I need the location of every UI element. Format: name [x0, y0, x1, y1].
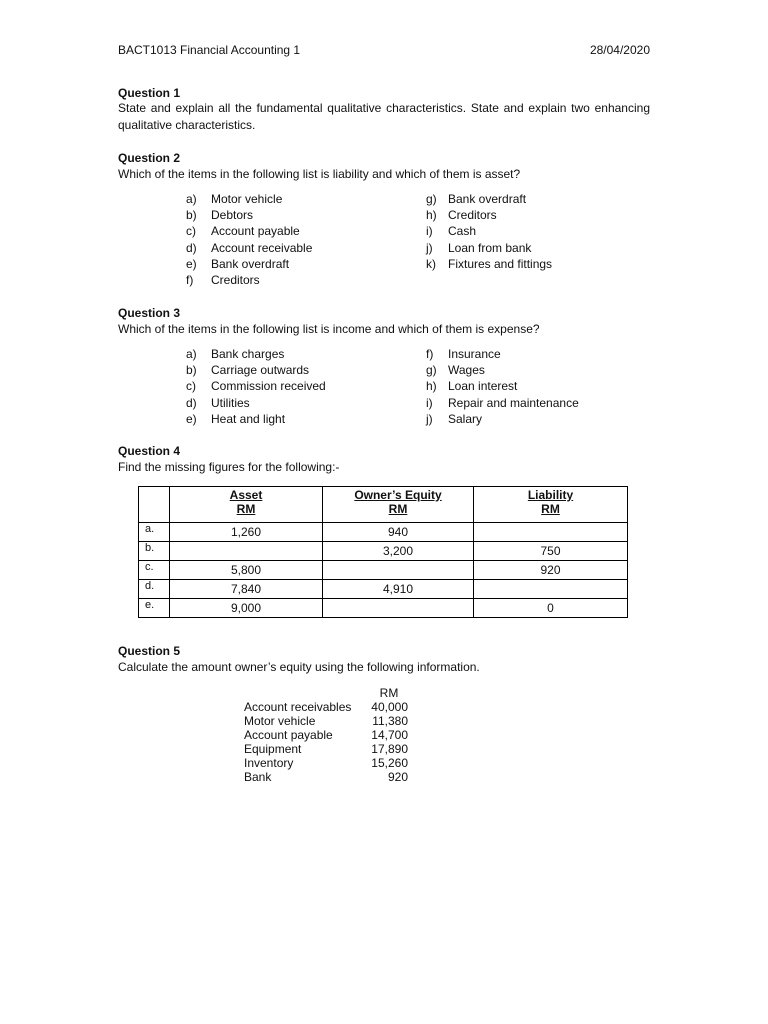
list-item: i) Cash: [426, 224, 477, 239]
owner-equity-info-list: [244, 686, 412, 784]
list-item: c) Commission received: [186, 379, 326, 394]
table-row: b. 3,200 750: [139, 542, 628, 561]
question-1-title: Question 1: [118, 86, 181, 100]
liability-header: Liability RM: [474, 487, 628, 523]
list-item: Inventory 15,260: [244, 756, 408, 770]
question-2-text: Which of the items in the following list is liability and which of them is asset?: [118, 167, 521, 181]
unit-row: RM: [379, 686, 399, 700]
list-item: Motor vehicle 11,380: [244, 714, 408, 728]
question-2-list-right: [426, 191, 552, 272]
question-3-title: Question 3: [118, 306, 181, 320]
list-item: e) Heat and light: [186, 411, 286, 426]
list-item: j) Salary: [426, 411, 483, 426]
list-item: g) Wages: [426, 363, 485, 378]
table-row: c. 5,800 920: [139, 561, 628, 580]
label-header-cell: [139, 487, 170, 523]
list-item: f) Insurance: [426, 347, 501, 361]
equity-header: Owner’s Equity RM: [323, 487, 474, 523]
list-item: c) Account payable: [186, 224, 300, 239]
question-3-list-left: [186, 346, 326, 427]
list-item: d) Account receivable: [186, 240, 313, 255]
table-row: a. 1,260 940: [139, 523, 628, 542]
table-header-row: [139, 487, 628, 523]
course-header: BACT1013 Financial Accounting 1: [118, 43, 301, 57]
list-item: Bank 920: [244, 770, 408, 784]
list-item: b) Debtors: [186, 208, 254, 223]
question-2-list-left: [186, 191, 312, 288]
question-4-text: Find the missing figures for the following:-: [118, 460, 340, 474]
list-item: Equipment 17,890: [244, 742, 408, 756]
list-item: h) Loan interest: [426, 379, 518, 394]
list-item: d) Utilities: [186, 395, 250, 410]
question-5-text: Calculate the amount owner’s equity using the following information.: [118, 660, 480, 674]
list-item: k) Fixtures and fittings: [426, 256, 553, 271]
question-4-title: Question 4: [118, 444, 181, 458]
question-5-title: Question 5: [118, 644, 181, 658]
table-row: e. 9,000 0: [139, 599, 628, 618]
list-item: a) Motor vehicle: [186, 192, 283, 206]
question-1-text: State and explain all the fundamental qualitative characteristics. State and explain two enhancing qualitative characteristics.: [118, 101, 650, 132]
list-item: h) Creditors: [426, 208, 497, 223]
question-3-list-right: [426, 346, 579, 427]
question-2-title: Question 2: [118, 151, 181, 165]
date-header: 28/04/2020: [589, 43, 650, 57]
missing-figures-table: [138, 486, 628, 618]
list-item: b) Carriage outwards: [186, 363, 310, 378]
asset-header: Asset RM: [170, 487, 323, 523]
list-item: f) Creditors: [186, 272, 260, 287]
list-item: a) Bank charges: [186, 347, 285, 361]
list-item: j) Loan from bank: [426, 240, 532, 255]
list-item: Account payable 14,700: [244, 728, 408, 742]
list-item: e) Bank overdraft: [186, 256, 290, 271]
list-item: g) Bank overdraft: [426, 192, 527, 206]
list-item: i) Repair and maintenance: [426, 395, 579, 410]
question-3-text: Which of the items in the following list is income and which of them is expense?: [118, 322, 540, 336]
list-item: Account receivables 40,000: [244, 700, 408, 714]
table-row: d. 7,840 4,910: [139, 580, 628, 599]
